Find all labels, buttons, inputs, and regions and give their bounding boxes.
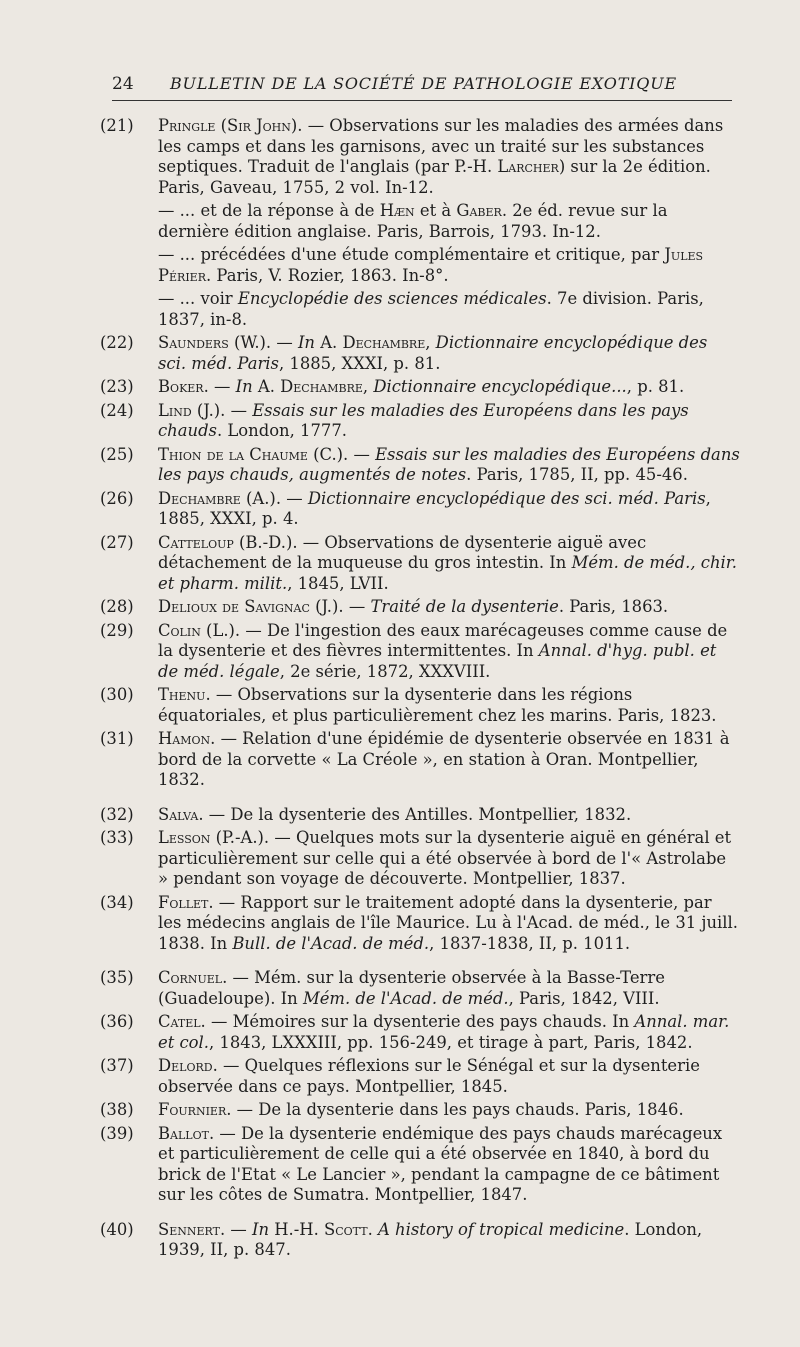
- reference-text: — ... voir: [158, 289, 238, 308]
- reference-number: (28): [100, 597, 134, 616]
- reference-text: , Paris, 1842, VIII.: [508, 988, 660, 1008]
- reference-number: (22): [100, 333, 134, 352]
- reference-number: (26): [100, 488, 134, 508]
- reference-title: Mém. de méd., chir. et pharm. milit.: [158, 553, 737, 593]
- reference-29: [100, 621, 740, 683]
- reference-number: (29): [100, 620, 134, 640]
- reference-text: — Rapport sur le traitement adopté dans la dysenterie, par les médecins anglais de l'île Maurice. Lu à l'Acad. de méd., le 31 juill. 1838. In: [158, 892, 738, 953]
- reference-39: [100, 1124, 740, 1206]
- reference-text: — De la dysenterie dans les pays chauds. Paris, 1846.: [231, 1100, 684, 1119]
- reference-number: (33): [100, 828, 134, 847]
- reference-list: [100, 116, 740, 1264]
- running-header: [112, 74, 732, 101]
- reference-author: Boker.: [158, 377, 209, 396]
- reference-text: — Quelques mots sur la dysenterie aiguë en général et particulièrement sur celle qui a été observée à bord de l'« Astrolabe » pendant son voyage de découverte. Montpellier, 1837.: [158, 828, 732, 888]
- reference-33: [100, 828, 740, 890]
- reference-text: . London, 1939, II, p. 847.: [158, 1219, 703, 1259]
- reference-title: Traité de la dysenterie: [370, 597, 559, 616]
- reference-38: [100, 1100, 740, 1121]
- reference-title: Encyclopédie des sciences médicales: [237, 289, 547, 308]
- reference-text: — Observations sur les maladies des armées dans les camps et dans les garnisons, avec un traité sur les substances septiques. Traduit de l'anglais (par P.-H.: [158, 116, 724, 176]
- reference-text: . Paris, 1863.: [558, 597, 669, 616]
- reference-22: [100, 333, 740, 374]
- reference-30: [100, 685, 740, 726]
- reference-text: .: [367, 1219, 378, 1239]
- reference-text: ,: [362, 377, 374, 396]
- reference-number: (34): [100, 892, 134, 912]
- reference-text: — Mémoires sur la dysenterie des pays chauds. In: [205, 1012, 635, 1031]
- author-name: H.-H. Scott: [274, 1219, 368, 1239]
- reference-number: (35): [100, 968, 134, 987]
- reference-text: —: [208, 377, 236, 396]
- reference-27: [100, 533, 740, 595]
- reference-author: Catteloup (B.-D.).: [158, 532, 298, 552]
- reference-author: Lind (J.).: [158, 400, 226, 420]
- reference-author: Salva.: [158, 804, 204, 824]
- reference-text: —: [281, 488, 308, 508]
- reference-author: Colin (L.).: [158, 620, 241, 640]
- reference-text: , 2e série, 1872, XXXVIII.: [279, 661, 491, 681]
- reference-40: [100, 1220, 740, 1261]
- reference-in: In: [235, 377, 253, 396]
- reference-34: [100, 893, 740, 955]
- reference-number: (25): [100, 444, 134, 464]
- reference-text: , 1845, LVII.: [287, 573, 389, 593]
- reference-35: [100, 968, 740, 1009]
- reference-text: — Observations de dysenterie aiguë avec détachement de la muqueuse du gros intestin. In: [158, 532, 647, 572]
- reference-number: (36): [100, 1012, 134, 1031]
- reference-28: [100, 597, 740, 618]
- reference-number: (38): [100, 1100, 134, 1119]
- reference-title: Annal. d'hyg. publ. et de méd. légale: [158, 641, 717, 681]
- reference-number: (31): [100, 729, 134, 748]
- reference-text: —: [343, 597, 371, 616]
- reference-36: [100, 1012, 740, 1053]
- reference-author: Catel.: [158, 1012, 206, 1031]
- reference-text: . 2e éd. revue sur la dernière édition anglaise. Paris, Barrois, 1793. In-12.: [158, 201, 668, 241]
- reference-author: Follet.: [158, 892, 214, 912]
- reference-text: — ... précédées d'une étude complémentaire et critique, par: [158, 245, 665, 264]
- reference-text: — Relation d'une épidémie de dysenterie observée en 1831 à bord de la corvette « La Créole », en station à Oran. Montpellier, 1832.: [158, 729, 730, 789]
- reference-text: — De la dysenterie des Antilles. Montpellier, 1832.: [203, 804, 632, 824]
- reference-title: Dictionnaire encyclopédique...: [373, 377, 627, 396]
- reference-number: (23): [100, 377, 134, 396]
- translator-name: Larcher: [497, 157, 559, 176]
- reference-text: , 1837-1838, II, p. 1011.: [429, 933, 631, 953]
- reference-number: (30): [100, 685, 134, 704]
- reference-text: — De la dysenterie endémique des pays chauds marécageux et particulièrement de celle qui a été observée en 1840, à bord du brick de l'Etat « Le Lancier », pendant la campagne de ce bâtiment sur les côtes de Sumatra. Montpellier, 1847.: [158, 1123, 723, 1204]
- reference-text: . Paris, 1785, II, pp. 45-46.: [466, 465, 688, 484]
- reference-text: et à: [414, 201, 457, 220]
- author-name: A. Dechambre: [257, 377, 363, 396]
- reference-26: [100, 489, 740, 530]
- reference-text: —: [271, 333, 298, 352]
- author-name: Gaber: [456, 201, 502, 220]
- reference-author: Cornuel.: [158, 968, 228, 987]
- reference-text: —: [225, 1219, 252, 1239]
- reference-21-continuation-1: [100, 201, 740, 242]
- reference-number: (39): [100, 1123, 134, 1143]
- reference-author: Lesson (P.-A.).: [158, 828, 270, 847]
- reference-text: — De l'ingestion des eaux marécageuses comme cause de la dysenterie et des fièvres intermittentes. In: [158, 620, 728, 660]
- reference-number: (27): [100, 532, 134, 552]
- reference-author: Hamon.: [158, 729, 216, 748]
- reference-in: In: [252, 1219, 270, 1239]
- reference-24: [100, 401, 740, 442]
- running-title: BULLETIN DE LA SOCIÉTÉ DE PATHOLOGIE EXOTIQUE: [170, 74, 677, 93]
- reference-21-continuation-2: [100, 245, 740, 286]
- reference-text: — Quelques réflexions sur le Sénégal et sur la dysenterie observée dans ce pays. Montpellier, 1845.: [158, 1056, 700, 1096]
- reference-text: . 7e division. Paris, 1837, in-8.: [158, 289, 704, 329]
- reference-author: Fournier.: [158, 1100, 232, 1119]
- reference-title: Annal. mar. et col.: [158, 1012, 730, 1052]
- reference-21-continuation-3: [100, 289, 740, 330]
- reference-23: [100, 377, 740, 398]
- reference-title: Bull. de l'Acad. de méd.: [232, 933, 430, 953]
- page-number: 24: [112, 74, 134, 94]
- reference-text: . Paris, V. Rozier, 1863. In-8°.: [206, 265, 449, 285]
- reference-author: Dechambre (A.).: [158, 488, 282, 508]
- reference-37: [100, 1056, 740, 1097]
- reference-title: Essais sur les maladies des Européens dans les pays chauds, augmentés de notes: [158, 444, 740, 484]
- reference-text: , 1843, LXXXIII, pp. 156-249, et tirage à part, Paris, 1842.: [209, 1032, 693, 1052]
- author-name: Jules Périer: [158, 245, 704, 285]
- author-name: Hæn: [379, 201, 415, 220]
- reference-author: Sennert.: [158, 1219, 226, 1239]
- reference-text: , p. 81.: [626, 377, 685, 396]
- reference-text: — ... et de la réponse à de: [158, 201, 380, 220]
- reference-author: Ballot.: [158, 1123, 215, 1143]
- reference-number: (21): [100, 116, 134, 135]
- reference-text: — Mém. sur la dysenterie observée à la Basse-Terre (Guadeloupe). In: [158, 968, 665, 1008]
- reference-text: . London, 1777.: [216, 421, 347, 440]
- reference-title: Dictionnaire encyclopédique des sci. méd. Paris: [307, 488, 706, 508]
- reference-title: Essais sur les maladies des Européens dans les pays chauds: [158, 400, 689, 440]
- reference-title: Dictionnaire encyclopédique des sci. méd. Paris: [158, 333, 708, 373]
- reference-author: Delioux de Savignac (J.).: [158, 597, 344, 616]
- reference-number: (24): [100, 400, 134, 420]
- reference-in: In: [297, 333, 315, 352]
- reference-author: Thenu.: [158, 685, 211, 704]
- reference-number: (40): [100, 1219, 134, 1239]
- reference-32: [100, 805, 740, 826]
- reference-31: [100, 729, 740, 791]
- reference-number: (37): [100, 1056, 134, 1075]
- reference-text: , 1885, XXXI, p. 4.: [158, 488, 711, 528]
- reference-text: , 1885, XXXI, p. 81.: [278, 353, 441, 373]
- reference-number: (32): [100, 804, 134, 824]
- reference-author: Delord.: [158, 1056, 218, 1075]
- reference-text: —: [348, 444, 376, 464]
- reference-author: Pringle (Sir John).: [158, 116, 303, 135]
- reference-21: [100, 116, 740, 198]
- reference-title: Mém. de l'Acad. de méd.: [302, 988, 509, 1008]
- reference-author: Saunders (W.).: [158, 333, 272, 352]
- reference-author: Thion de la Chaume (C.).: [158, 444, 349, 464]
- reference-25: [100, 445, 740, 486]
- author-name: A. Dechambre: [320, 333, 426, 352]
- reference-text: —: [225, 400, 253, 420]
- reference-text: — Observations sur la dysenterie dans les régions équatoriales, et plus particulièrement chez les marins. Paris, 1823.: [158, 685, 717, 725]
- reference-title: A history of tropical medicine: [377, 1219, 625, 1239]
- reference-text: ,: [425, 333, 436, 352]
- reference-text: ) sur la 2e édition. Paris, Gaveau, 1755, 2 vol. In-12.: [158, 157, 711, 197]
